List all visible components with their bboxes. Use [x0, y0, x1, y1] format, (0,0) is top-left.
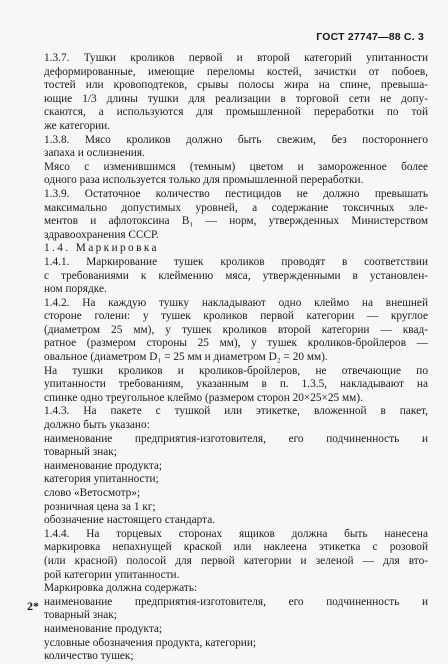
- text-line: количество тушек;: [44, 650, 134, 663]
- text-line: категория упитанности;: [44, 473, 159, 486]
- paragraph: [24, 52, 428, 134]
- text-line: тостей или кровоподтеков, срывы полосы жира на спине, превыша-: [44, 79, 428, 92]
- text-line: максимально допустимых уровней, а содержание токсичных эле-: [44, 201, 428, 214]
- paragraph: [24, 365, 428, 406]
- text-line: наименование продукта;: [44, 459, 163, 472]
- text-line: (или красной) полосой для первой категории и зеленой — для вто-: [44, 554, 428, 567]
- text-line: На тушки кроликов и кроликов-бройлеров, не отвечающие по: [44, 364, 428, 377]
- paragraph: [24, 188, 428, 242]
- paragraph: [24, 514, 428, 528]
- text-line: Маркировка должна содержать:: [44, 582, 198, 595]
- text-line: спинке одно треугольное клеймо (размером сторон 20×25×25 мм).: [44, 391, 363, 404]
- paragraph: [24, 242, 428, 256]
- text-line: с требованиями к клеймению мяса, утвержденными в установлен-: [44, 269, 428, 282]
- paragraph: [24, 650, 428, 664]
- text-line: здравоохранения СССР.: [44, 228, 159, 241]
- paragraph: [24, 501, 428, 515]
- paragraph: [24, 582, 428, 596]
- text-line: Мясо с изменившимся (темным) цветом и замороженное более: [44, 160, 428, 173]
- text-line: наименование продукта;: [44, 622, 163, 635]
- paragraph: [24, 596, 428, 623]
- text-line: розничная цена за 1 кг;: [44, 500, 156, 513]
- paragraph: [24, 623, 428, 637]
- text-line: 1.3.9. Остаточное количество пестицидов не должно превышать: [44, 187, 428, 200]
- paragraph: [24, 637, 428, 651]
- paragraph: [24, 460, 428, 474]
- text-line: 1.3.7. Тушки кроликов первой и второй категорий упитанности: [44, 52, 428, 64]
- paragraph: [24, 528, 428, 582]
- paragraph: [24, 256, 428, 297]
- text-line: 1.4. Маркировка: [44, 242, 159, 255]
- text-line: 1.4.3. На пакете с тушкой или этикетке, вложенной в пакет,: [44, 405, 428, 418]
- text-line: ментов и афлотоксина В₁ — норм, утвержденных Министерством: [44, 215, 428, 228]
- page-marker: 2*: [27, 599, 39, 613]
- text-line: наименование предприятия-изготовителя, его подчиненность и: [44, 432, 428, 445]
- text-line: скаются, а используются для промышленной переработки по той: [44, 106, 428, 119]
- text-line: ратное (размером стороны 25 мм), у тушек кроликов-бройлеров —: [44, 337, 428, 350]
- text-line: 1.4.1. Маркирование тушек кроликов проводят в соответствии: [44, 255, 428, 268]
- text-line: рой категории упитанности.: [44, 568, 180, 581]
- paragraph: [24, 473, 428, 487]
- text-line: должно быть указано:: [44, 419, 150, 432]
- text-line: ном порядке.: [44, 283, 107, 296]
- text-line: же категории.: [44, 119, 111, 132]
- text-line: (диаметром 25 мм), у тушек кроликов второй категории — квад-: [44, 323, 428, 336]
- text-line: деформированные, имеющие переломы костей, зачистки от побоев,: [44, 65, 428, 78]
- text-line: слово «Ветосмотр»;: [44, 487, 141, 499]
- text-line: одного раза используется только для промышленной переработки.: [44, 174, 364, 187]
- text-line: 1.3.8. Мясо кроликов должно быть свежим, без постороннего: [44, 133, 428, 146]
- text-line: упитанности требованиям, указанным в п. 1.3.5, накладывают на: [44, 378, 428, 391]
- text-line: 1.4.4. На торцевых сторонах ящиков должна быть нанесена: [44, 527, 428, 540]
- paragraph: [24, 487, 428, 501]
- text-line: овальное (диаметром D₁ = 25 мм и диаметром D₂ = 20 мм).: [44, 351, 328, 364]
- text-line: обозначение настоящего стандарта.: [44, 514, 216, 527]
- text-line: наименование предприятия-изготовителя, его подчиненность и: [44, 595, 428, 608]
- text-line: ющие 1/3 длины тушки для реализации в торговой сети не допу-: [44, 92, 428, 105]
- text-line: товарный знак;: [44, 446, 117, 459]
- text-line: условные обозначения продукта, категории;: [44, 636, 257, 649]
- text-line: стороне голени: у тушек кроликов первой категории — круглое: [44, 310, 428, 323]
- text-line: 1.4.2. На каждую тушку накладывают одно клеймо на внешней: [44, 296, 428, 309]
- paragraph: [24, 433, 428, 460]
- paragraph: [24, 405, 428, 432]
- paragraph: [24, 297, 428, 365]
- paragraph: [24, 161, 428, 188]
- text-line: товарный знак;: [44, 609, 117, 622]
- text-line: маркировка непахнущей краской или наклеена этикетка с розовой: [44, 541, 428, 554]
- document-body: [24, 52, 428, 664]
- page-header: ГОСТ 27747—88 С. 3: [316, 31, 424, 43]
- paragraph: [24, 134, 428, 161]
- text-line: запаха и ослизнения.: [44, 147, 145, 160]
